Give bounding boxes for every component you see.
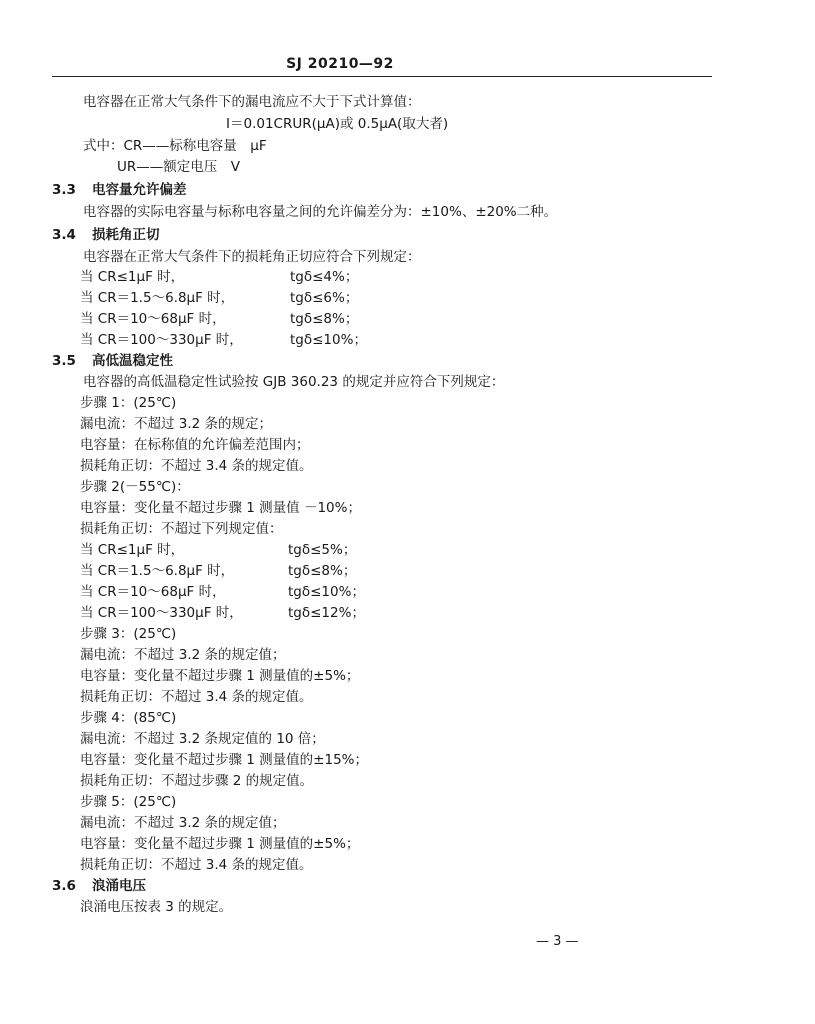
formula-where-ur: UR——额定电压 V [117, 159, 240, 175]
condition-label: 当 CR≤1μF 时， [80, 269, 185, 285]
section-3-4-heading [52, 226, 160, 244]
section-3-5-text: 电容器的高低温稳定性试验按 GJB 360.23 的规定并应符合下列规定： [83, 374, 505, 390]
condition-value: tgδ≤8%； [290, 311, 359, 327]
step-1-leakage: 漏电流：不超过 3.2 条的规定； [80, 416, 273, 432]
step-5-capacitance: 电容量：变化量不超过步骤 1 测量值的±5%； [80, 836, 360, 852]
step-2-heading: 步骤 2(－55℃)： [80, 479, 190, 495]
header-rule [52, 76, 712, 77]
step-2-tangent: 损耗角正切：不超过下列规定值： [80, 521, 283, 537]
step-3-heading: 步骤 3：(25℃) [80, 626, 177, 642]
condition-value: tgδ≤5%； [288, 542, 357, 558]
leak-formula: I＝0.01CRUR(μA)或 0.5μA(取大者) [226, 116, 449, 132]
section-3-3-text: 电容器的实际电容量与标称电容量之间的允许偏差分为：±10%、±20%二种。 [83, 204, 558, 220]
section-3-6-heading [52, 877, 146, 895]
section-3-5-heading [52, 352, 173, 370]
step-2-capacitance: 电容量：变化量不超过步骤 1 测量值 －10%； [80, 500, 361, 516]
section-number: 3.4 [52, 227, 76, 243]
condition-value: tgδ≤10%； [290, 332, 367, 348]
section-number: 3.3 [52, 182, 76, 198]
formula-where-cr: 式中：CR——标称电容量 μF [83, 138, 267, 154]
leak-intro: 电容器在正常大气条件下的漏电流应不大于下式计算值： [83, 94, 421, 110]
step-4-tangent: 损耗角正切：不超过步骤 2 的规定值。 [80, 773, 314, 789]
condition-label: 当 CR＝100～330μF 时， [80, 332, 243, 348]
section-3-4-text: 电容器在正常大气条件下的损耗角正切应符合下列规定： [83, 249, 421, 265]
condition-value: tgδ≤8%； [288, 563, 357, 579]
section-3-3-heading [52, 181, 187, 199]
condition-value: tgδ≤12%； [288, 605, 365, 621]
condition-label: 当 CR＝10～68μF 时， [80, 584, 226, 600]
step-4-heading: 步骤 4：(85℃) [80, 710, 177, 726]
step-4-leakage: 漏电流：不超过 3.2 条规定值的 10 倍； [80, 731, 325, 747]
step-1-capacitance: 电容量：在标称值的允许偏差范围内； [80, 437, 310, 453]
step-1-tangent: 损耗角正切：不超过 3.4 条的规定值。 [80, 458, 313, 474]
section-3-6-text: 浪涌电压按表 3 的规定。 [80, 899, 233, 915]
step-1-heading: 步骤 1：(25℃) [80, 395, 177, 411]
condition-label: 当 CR＝100～330μF 时， [80, 605, 243, 621]
section-title: 损耗角正切 [92, 227, 160, 243]
condition-value: tgδ≤4%； [290, 269, 359, 285]
page-number: — 3 — [536, 934, 579, 949]
section-title: 电容量允许偏差 [92, 182, 187, 198]
step-5-heading: 步骤 5：(25℃) [80, 794, 177, 810]
condition-value: tgδ≤10%； [288, 584, 365, 600]
step-5-tangent: 损耗角正切：不超过 3.4 条的规定值。 [80, 857, 313, 873]
document-code: SJ 20210—92 [286, 56, 394, 72]
step-5-leakage: 漏电流：不超过 3.2 条的规定值； [80, 815, 286, 831]
condition-label: 当 CR＝1.5～6.8μF 时， [80, 563, 235, 579]
step-3-capacitance: 电容量：变化量不超过步骤 1 测量值的±5%； [80, 668, 360, 684]
section-title: 高低温稳定性 [92, 353, 173, 369]
step-4-capacitance: 电容量：变化量不超过步骤 1 测量值的±15%； [80, 752, 368, 768]
section-number: 3.5 [52, 353, 76, 369]
step-3-leakage: 漏电流：不超过 3.2 条的规定值； [80, 647, 286, 663]
section-title: 浪涌电压 [92, 878, 146, 894]
condition-label: 当 CR＝1.5～6.8μF 时， [80, 290, 235, 306]
step-3-tangent: 损耗角正切：不超过 3.4 条的规定值。 [80, 689, 313, 705]
section-number: 3.6 [52, 878, 76, 894]
condition-label: 当 CR≤1μF 时， [80, 542, 185, 558]
condition-label: 当 CR＝10～68μF 时， [80, 311, 226, 327]
condition-value: tgδ≤6%； [290, 290, 359, 306]
